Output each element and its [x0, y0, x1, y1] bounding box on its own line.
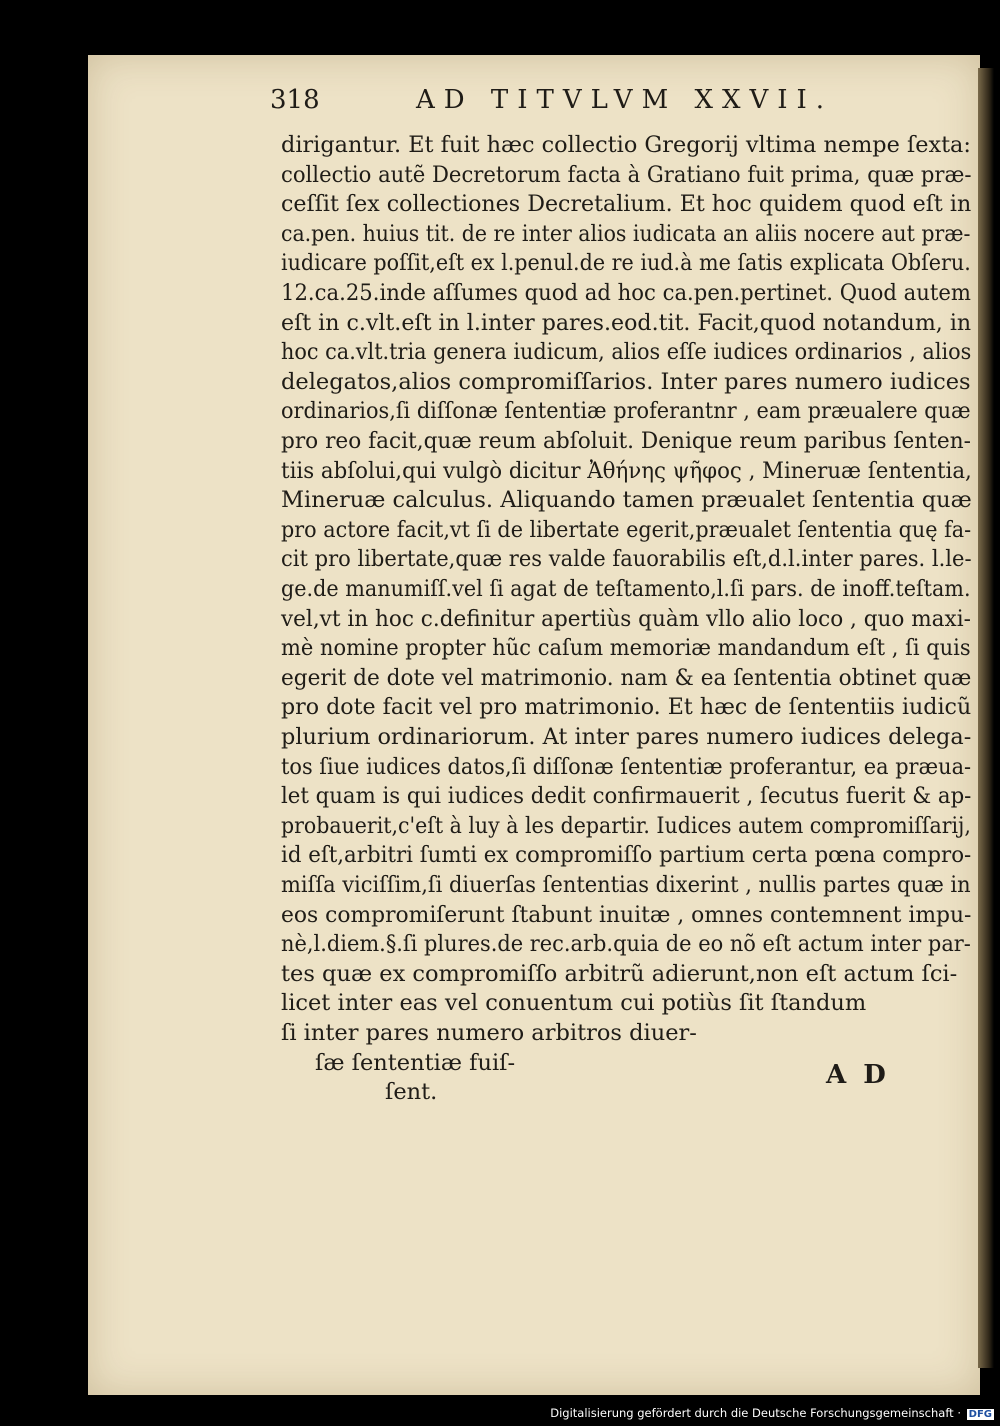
- text-line: delegatos,alios compromiſſarios. Inter pares numero iudices: [281, 368, 971, 395]
- page-number: 318: [270, 85, 320, 115]
- text-line: iudicare poſſit,eſt ex l.penul.de re iud.à me ſatis explicata Obſeru.: [281, 250, 971, 277]
- text-line: ſæ ſententiæ fuiſ-: [315, 1049, 516, 1076]
- text-line: let quam is qui iudices dedit confirmauerit , ſecutus fuerit & ap-: [281, 783, 972, 810]
- text-line: ſi inter pares numero arbitros diuer-: [281, 1020, 697, 1046]
- text-line: plurium ordinariorum. At inter pares numero iudices delega-: [281, 724, 972, 750]
- text-line: ca.pen. huius tit. de re inter alios iudicata an aliis nocere aut præ-: [281, 220, 971, 247]
- text-line: tos ſiue iudices datos,ſi diſſonæ ſententiæ proferantur, ea præua-: [281, 753, 972, 780]
- running-title: AD TITVLVM XXVII.: [416, 85, 834, 115]
- text-line: eſt in c.vlt.eſt in l.inter pares.eod.tit. Facit,quod notandum, in: [281, 309, 972, 336]
- text-line: pro reo facit,quæ reum abſoluit. Denique reum paribus ſenten-: [281, 428, 971, 454]
- text-line: id eſt,arbitri ſumti ex compromiſſo partium certa pœna compro-: [281, 842, 972, 869]
- text-line: dirigantur. Et fuit hæc collectio Gregorij vltima nempe ſexta:: [281, 132, 971, 158]
- text-line: ordinarios,ſi diſſonæ ſententiæ proferantnr , eam præualere quæ: [281, 398, 971, 425]
- footer-text: Digitalisierung gefördert durch die Deutsche Forschungsgemeinschaft ·: [550, 1406, 961, 1420]
- text-line: eos compromiſerunt ſtabunt inuitæ , omnes contemnent impu-: [281, 901, 972, 928]
- text-line: licet inter eas vel conuentum cui potiùs ſit ſtandum: [281, 990, 867, 1017]
- text-line: pro dote facit vel pro matrimonio. Et hæc de ſententiis iudicũ: [281, 694, 972, 721]
- text-line: hoc ca.vlt.tria genera iudicum, alios eſſe iudices ordinarios , alios: [281, 339, 972, 366]
- catchword: A D: [826, 1060, 890, 1090]
- text-line: miſſa viciſſim,ſi diuerſas ſententias dixerint , nullis partes quæ in: [281, 872, 971, 898]
- book-page: [88, 55, 980, 1395]
- text-line: probauerit,c'eſt à luy à les departir. Iudices autem compromiſſarij,: [281, 812, 971, 839]
- page-edge: [978, 68, 994, 1368]
- text-line: mè nomine propter hũc caſum memoriæ mandandum eſt , ſi quis: [281, 635, 971, 662]
- text-line: tiis abſolui,qui vulgò dicitur Ἀθήνης ψῆφος , Mineruæ ſententia,: [281, 457, 972, 484]
- dfg-logo: DFG: [968, 1409, 992, 1420]
- text-line: 12.ca.25.inde aſſumes quod ad hoc ca.pen.pertinet. Quod autem: [281, 280, 971, 306]
- funding-footer: [550, 1406, 994, 1420]
- text-line: ceſſit ſex collectiones Decretalium. Et hoc quidem quod eſt in: [281, 191, 972, 218]
- text-line: vel,vt in hoc c.definitur apertiùs quàm vllo alio loco , quo maxi-: [281, 605, 971, 632]
- text-line: Mineruæ calculus. Aliquando tamen præualet ſententia quæ: [281, 487, 972, 514]
- text-line: tes quæ ex compromiſſo arbitrũ adierunt,non eſt actum ſci-: [281, 960, 958, 987]
- text-line: ge.de manumiſſ.vel ſi agat de teſtamento,l.ſi pars. de inoff.teſtam.: [281, 576, 971, 602]
- text-line: egerit de dote vel matrimonio. nam & ea ſententia obtinet quæ: [281, 664, 972, 691]
- text-line: ſent.: [385, 1079, 438, 1106]
- text-line: collectio autẽ Decretorum facta à Gratiano fuit prima, quæ præ-: [281, 161, 972, 188]
- text-line: pro actore facit,vt ſi de libertate egerit,præualet ſententia quę fa-: [281, 516, 972, 543]
- text-line: cit pro libertate,quæ res valde fauorabilis eſt,d.l.inter pares. l.le-: [281, 546, 972, 573]
- text-line: nè,l.diem.§.ſi plures.de rec.arb.quia de eo nõ eſt actum inter par-: [281, 931, 971, 958]
